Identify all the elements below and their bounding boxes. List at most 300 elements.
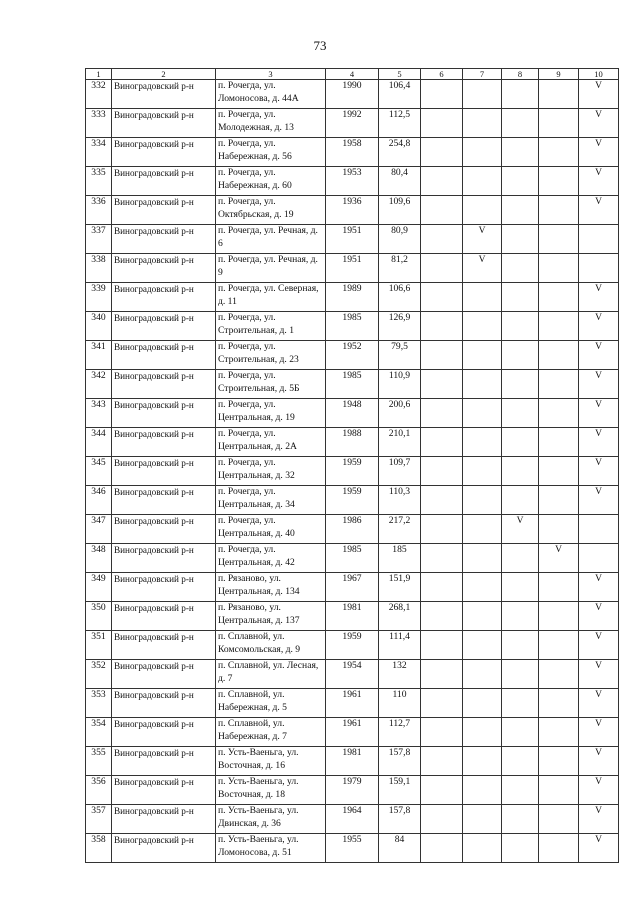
row-number: 343 xyxy=(86,399,112,428)
row-number: 335 xyxy=(86,167,112,196)
flag-col6-cell xyxy=(421,109,463,138)
address-cell: п. Рочегда, ул. Центральная, д. 40 xyxy=(216,515,326,544)
flag-col10-cell: V xyxy=(579,486,619,515)
row-number: 349 xyxy=(86,573,112,602)
flag-col9-cell xyxy=(539,573,579,602)
flag-col10-cell: V xyxy=(579,660,619,689)
table-row xyxy=(86,254,619,283)
flag-col8-cell xyxy=(502,631,539,660)
area-cell: 110,9 xyxy=(379,370,421,399)
flag-col10-cell: V xyxy=(579,138,619,167)
flag-col10-cell: V xyxy=(579,631,619,660)
row-number: 348 xyxy=(86,544,112,573)
flag-col9-cell xyxy=(539,776,579,805)
flag-col10-cell: V xyxy=(579,312,619,341)
flag-col6-cell xyxy=(421,283,463,312)
area-cell: 185 xyxy=(379,544,421,573)
flag-col9-cell xyxy=(539,225,579,254)
area-cell: 268,1 xyxy=(379,602,421,631)
flag-col8-cell xyxy=(502,747,539,776)
flag-col6-cell xyxy=(421,457,463,486)
table-row xyxy=(86,312,619,341)
flag-col6-cell xyxy=(421,341,463,370)
flag-col9-cell xyxy=(539,718,579,747)
flag-col6-cell xyxy=(421,138,463,167)
flag-col6-cell xyxy=(421,660,463,689)
column-header: 3 xyxy=(216,69,326,80)
address-cell: п. Рочегда, ул. Центральная, д. 32 xyxy=(216,457,326,486)
year-cell: 1988 xyxy=(326,428,379,457)
flag-col6-cell xyxy=(421,834,463,863)
flag-col7-cell xyxy=(463,834,502,863)
area-cell: 84 xyxy=(379,834,421,863)
address-cell: п. Сплавной, ул. Набережная, д. 7 xyxy=(216,718,326,747)
row-number: 339 xyxy=(86,283,112,312)
flag-col8-cell xyxy=(502,602,539,631)
flag-col7-cell xyxy=(463,370,502,399)
year-cell: 1955 xyxy=(326,834,379,863)
flag-col7-cell xyxy=(463,544,502,573)
table-row xyxy=(86,515,619,544)
housing-registry-table xyxy=(85,68,619,863)
row-number: 336 xyxy=(86,196,112,225)
row-number: 356 xyxy=(86,776,112,805)
district-cell: Виноградовский р-н xyxy=(112,225,216,254)
flag-col9-cell xyxy=(539,167,579,196)
table-row xyxy=(86,573,619,602)
year-cell: 1951 xyxy=(326,225,379,254)
flag-col9-cell xyxy=(539,515,579,544)
address-cell: п. Рочегда, ул. Строительная, д. 1 xyxy=(216,312,326,341)
flag-col10-cell xyxy=(579,225,619,254)
area-cell: 109,6 xyxy=(379,196,421,225)
flag-col6-cell xyxy=(421,370,463,399)
area-cell: 80,4 xyxy=(379,167,421,196)
year-cell: 1986 xyxy=(326,515,379,544)
address-cell: п. Рочегда, ул. Строительная, д. 23 xyxy=(216,341,326,370)
address-cell: п. Рочегда, ул. Центральная, д. 42 xyxy=(216,544,326,573)
district-cell: Виноградовский р-н xyxy=(112,109,216,138)
area-cell: 79,5 xyxy=(379,341,421,370)
table-row xyxy=(86,544,619,573)
column-header: 5 xyxy=(379,69,421,80)
flag-col6-cell xyxy=(421,225,463,254)
area-cell: 111,4 xyxy=(379,631,421,660)
table-row xyxy=(86,602,619,631)
district-cell: Виноградовский р-н xyxy=(112,428,216,457)
row-number: 358 xyxy=(86,834,112,863)
address-cell: п. Рязаново, ул. Центральная, д. 137 xyxy=(216,602,326,631)
flag-col7-cell xyxy=(463,631,502,660)
address-cell: п. Рочегда, ул. Набережная, д. 56 xyxy=(216,138,326,167)
flag-col9-cell xyxy=(539,370,579,399)
year-cell: 1958 xyxy=(326,138,379,167)
flag-col6-cell xyxy=(421,631,463,660)
year-cell: 1961 xyxy=(326,689,379,718)
flag-col6-cell xyxy=(421,718,463,747)
flag-col8-cell xyxy=(502,573,539,602)
address-cell: п. Рочегда, ул. Речная, д. 6 xyxy=(216,225,326,254)
flag-col6-cell xyxy=(421,254,463,283)
area-cell: 159,1 xyxy=(379,776,421,805)
table-row xyxy=(86,631,619,660)
row-number: 342 xyxy=(86,370,112,399)
column-number-row xyxy=(86,69,619,80)
row-number: 351 xyxy=(86,631,112,660)
flag-col8-cell xyxy=(502,254,539,283)
flag-col7-cell xyxy=(463,486,502,515)
table-row xyxy=(86,776,619,805)
district-cell: Виноградовский р-н xyxy=(112,80,216,109)
year-cell: 1985 xyxy=(326,370,379,399)
column-header: 8 xyxy=(502,69,539,80)
column-header: 4 xyxy=(326,69,379,80)
row-number: 334 xyxy=(86,138,112,167)
flag-col10-cell xyxy=(579,544,619,573)
flag-col7-cell xyxy=(463,805,502,834)
flag-col9-cell xyxy=(539,747,579,776)
flag-col6-cell xyxy=(421,428,463,457)
flag-col10-cell: V xyxy=(579,109,619,138)
flag-col6-cell xyxy=(421,399,463,428)
flag-col7-cell xyxy=(463,689,502,718)
table-row xyxy=(86,167,619,196)
flag-col8-cell xyxy=(502,370,539,399)
area-cell: 132 xyxy=(379,660,421,689)
district-cell: Виноградовский р-н xyxy=(112,399,216,428)
year-cell: 1967 xyxy=(326,573,379,602)
flag-col9-cell xyxy=(539,399,579,428)
flag-col8-cell xyxy=(502,776,539,805)
year-cell: 1979 xyxy=(326,776,379,805)
flag-col8-cell xyxy=(502,544,539,573)
district-cell: Виноградовский р-н xyxy=(112,486,216,515)
row-number: 338 xyxy=(86,254,112,283)
flag-col8-cell xyxy=(502,457,539,486)
flag-col7-cell xyxy=(463,573,502,602)
table-row xyxy=(86,457,619,486)
year-cell: 1954 xyxy=(326,660,379,689)
flag-col9-cell xyxy=(539,834,579,863)
flag-col7-cell xyxy=(463,341,502,370)
flag-col8-cell xyxy=(502,225,539,254)
flag-col6-cell xyxy=(421,805,463,834)
year-cell: 1959 xyxy=(326,631,379,660)
address-cell: п. Сплавной, ул. Лесная, д. 7 xyxy=(216,660,326,689)
flag-col10-cell: V xyxy=(579,747,619,776)
flag-col7-cell xyxy=(463,283,502,312)
address-cell: п. Рочегда, ул. Центральная, д. 19 xyxy=(216,399,326,428)
flag-col7-cell xyxy=(463,776,502,805)
flag-col7-cell xyxy=(463,718,502,747)
district-cell: Виноградовский р-н xyxy=(112,689,216,718)
flag-col6-cell xyxy=(421,602,463,631)
flag-col7-cell xyxy=(463,515,502,544)
flag-col7-cell xyxy=(463,747,502,776)
year-cell: 1953 xyxy=(326,167,379,196)
address-cell: п. Рочегда, ул. Речная, д. 9 xyxy=(216,254,326,283)
flag-col8-cell xyxy=(502,660,539,689)
flag-col9-cell xyxy=(539,457,579,486)
table-row xyxy=(86,805,619,834)
flag-col9-cell xyxy=(539,283,579,312)
flag-col7-cell xyxy=(463,660,502,689)
address-cell: п. Рочегда, ул. Ломоносова, д. 44А xyxy=(216,80,326,109)
flag-col7-cell xyxy=(463,312,502,341)
flag-col7-cell xyxy=(463,428,502,457)
district-cell: Виноградовский р-н xyxy=(112,660,216,689)
address-cell: п. Сплавной, ул. Набережная, д. 5 xyxy=(216,689,326,718)
flag-col8-cell xyxy=(502,805,539,834)
year-cell: 1959 xyxy=(326,486,379,515)
year-cell: 1990 xyxy=(326,80,379,109)
year-cell: 1952 xyxy=(326,341,379,370)
flag-col10-cell: V xyxy=(579,196,619,225)
row-number: 350 xyxy=(86,602,112,631)
flag-col10-cell: V xyxy=(579,602,619,631)
year-cell: 1985 xyxy=(326,312,379,341)
row-number: 346 xyxy=(86,486,112,515)
district-cell: Виноградовский р-н xyxy=(112,457,216,486)
table-row xyxy=(86,225,619,254)
flag-col6-cell xyxy=(421,544,463,573)
district-cell: Виноградовский р-н xyxy=(112,602,216,631)
district-cell: Виноградовский р-н xyxy=(112,196,216,225)
address-cell: п. Сплавной, ул. Комсомольская, д. 9 xyxy=(216,631,326,660)
year-cell: 1981 xyxy=(326,747,379,776)
flag-col10-cell: V xyxy=(579,80,619,109)
area-cell: 109,7 xyxy=(379,457,421,486)
address-cell: п. Усть-Ваеньга, ул. Восточная, д. 18 xyxy=(216,776,326,805)
flag-col7-cell xyxy=(463,109,502,138)
flag-col6-cell xyxy=(421,515,463,544)
table-row xyxy=(86,138,619,167)
flag-col8-cell xyxy=(502,312,539,341)
area-cell: 157,8 xyxy=(379,747,421,776)
column-header: 2 xyxy=(112,69,216,80)
district-cell: Виноградовский р-н xyxy=(112,167,216,196)
row-number: 337 xyxy=(86,225,112,254)
address-cell: п. Усть-Ваеньга, ул. Ломоносова, д. 51 xyxy=(216,834,326,863)
flag-col9-cell: V xyxy=(539,544,579,573)
district-cell: Виноградовский р-н xyxy=(112,254,216,283)
address-cell: п. Рочегда, ул. Строительная, д. 5Б xyxy=(216,370,326,399)
flag-col6-cell xyxy=(421,747,463,776)
area-cell: 254,8 xyxy=(379,138,421,167)
table-row xyxy=(86,689,619,718)
flag-col9-cell xyxy=(539,138,579,167)
flag-col7-cell: V xyxy=(463,254,502,283)
flag-col7-cell: V xyxy=(463,225,502,254)
flag-col8-cell xyxy=(502,689,539,718)
table-row xyxy=(86,428,619,457)
address-cell: п. Усть-Ваеньга, ул. Двинская, д. 36 xyxy=(216,805,326,834)
address-cell: п. Рочегда, ул. Молодежная, д. 13 xyxy=(216,109,326,138)
address-cell: п. Рочегда, ул. Северная, д. 11 xyxy=(216,283,326,312)
column-header: 9 xyxy=(539,69,579,80)
flag-col10-cell: V xyxy=(579,805,619,834)
flag-col9-cell xyxy=(539,805,579,834)
flag-col9-cell xyxy=(539,689,579,718)
row-number: 353 xyxy=(86,689,112,718)
flag-col9-cell xyxy=(539,80,579,109)
flag-col10-cell: V xyxy=(579,573,619,602)
table-row xyxy=(86,80,619,109)
row-number: 355 xyxy=(86,747,112,776)
row-number: 340 xyxy=(86,312,112,341)
flag-col8-cell xyxy=(502,399,539,428)
district-cell: Виноградовский р-н xyxy=(112,776,216,805)
table-row xyxy=(86,109,619,138)
area-cell: 157,8 xyxy=(379,805,421,834)
area-cell: 106,4 xyxy=(379,80,421,109)
flag-col10-cell xyxy=(579,254,619,283)
flag-col10-cell: V xyxy=(579,718,619,747)
flag-col10-cell: V xyxy=(579,457,619,486)
flag-col6-cell xyxy=(421,167,463,196)
year-cell: 1985 xyxy=(326,544,379,573)
area-cell: 112,5 xyxy=(379,109,421,138)
flag-col6-cell xyxy=(421,312,463,341)
year-cell: 1951 xyxy=(326,254,379,283)
year-cell: 1992 xyxy=(326,109,379,138)
flag-col10-cell: V xyxy=(579,834,619,863)
area-cell: 110,3 xyxy=(379,486,421,515)
flag-col7-cell xyxy=(463,167,502,196)
flag-col7-cell xyxy=(463,138,502,167)
district-cell: Виноградовский р-н xyxy=(112,515,216,544)
year-cell: 1981 xyxy=(326,602,379,631)
flag-col6-cell xyxy=(421,80,463,109)
table-row xyxy=(86,486,619,515)
flag-col10-cell: V xyxy=(579,428,619,457)
flag-col9-cell xyxy=(539,428,579,457)
flag-col9-cell xyxy=(539,254,579,283)
district-cell: Виноградовский р-н xyxy=(112,341,216,370)
flag-col7-cell xyxy=(463,602,502,631)
table-row xyxy=(86,747,619,776)
flag-col7-cell xyxy=(463,196,502,225)
district-cell: Виноградовский р-н xyxy=(112,805,216,834)
flag-col10-cell: V xyxy=(579,341,619,370)
flag-col9-cell xyxy=(539,341,579,370)
flag-col8-cell xyxy=(502,109,539,138)
flag-col10-cell xyxy=(579,515,619,544)
year-cell: 1989 xyxy=(326,283,379,312)
address-cell: п. Рочегда, ул. Набережная, д. 60 xyxy=(216,167,326,196)
area-cell: 217,2 xyxy=(379,515,421,544)
row-number: 345 xyxy=(86,457,112,486)
year-cell: 1948 xyxy=(326,399,379,428)
flag-col6-cell xyxy=(421,486,463,515)
table-row xyxy=(86,718,619,747)
district-cell: Виноградовский р-н xyxy=(112,283,216,312)
district-cell: Виноградовский р-н xyxy=(112,718,216,747)
flag-col7-cell xyxy=(463,457,502,486)
row-number: 347 xyxy=(86,515,112,544)
row-number: 332 xyxy=(86,80,112,109)
district-cell: Виноградовский р-н xyxy=(112,544,216,573)
flag-col9-cell xyxy=(539,109,579,138)
flag-col8-cell xyxy=(502,138,539,167)
address-cell: п. Рочегда, ул. Центральная, д. 2А xyxy=(216,428,326,457)
row-number: 344 xyxy=(86,428,112,457)
flag-col6-cell xyxy=(421,776,463,805)
flag-col7-cell xyxy=(463,399,502,428)
area-cell: 210,1 xyxy=(379,428,421,457)
flag-col6-cell xyxy=(421,196,463,225)
address-cell: п. Рочегда, ул. Центральная, д. 34 xyxy=(216,486,326,515)
flag-col8-cell xyxy=(502,486,539,515)
flag-col8-cell xyxy=(502,834,539,863)
district-cell: Виноградовский р-н xyxy=(112,834,216,863)
year-cell: 1959 xyxy=(326,457,379,486)
row-number: 352 xyxy=(86,660,112,689)
area-cell: 110 xyxy=(379,689,421,718)
flag-col9-cell xyxy=(539,486,579,515)
address-cell: п. Рязаново, ул. Центральная, д. 134 xyxy=(216,573,326,602)
flag-col8-cell xyxy=(502,428,539,457)
flag-col10-cell: V xyxy=(579,167,619,196)
flag-col9-cell xyxy=(539,660,579,689)
flag-col6-cell xyxy=(421,689,463,718)
flag-col10-cell: V xyxy=(579,689,619,718)
flag-col8-cell xyxy=(502,167,539,196)
flag-col10-cell: V xyxy=(579,370,619,399)
flag-col8-cell xyxy=(502,283,539,312)
address-cell: п. Усть-Ваеньга, ул. Восточная, д. 16 xyxy=(216,747,326,776)
column-header: 6 xyxy=(421,69,463,80)
district-cell: Виноградовский р-н xyxy=(112,747,216,776)
flag-col8-cell: V xyxy=(502,515,539,544)
flag-col8-cell xyxy=(502,196,539,225)
table-row xyxy=(86,283,619,312)
table-row xyxy=(86,196,619,225)
area-cell: 106,6 xyxy=(379,283,421,312)
district-cell: Виноградовский р-н xyxy=(112,312,216,341)
district-cell: Виноградовский р-н xyxy=(112,631,216,660)
year-cell: 1961 xyxy=(326,718,379,747)
address-cell: п. Рочегда, ул. Октябрьская, д. 19 xyxy=(216,196,326,225)
flag-col9-cell xyxy=(539,631,579,660)
area-cell: 112,7 xyxy=(379,718,421,747)
flag-col7-cell xyxy=(463,80,502,109)
flag-col10-cell: V xyxy=(579,399,619,428)
row-number: 341 xyxy=(86,341,112,370)
page-number: 73 xyxy=(313,38,327,53)
area-cell: 126,9 xyxy=(379,312,421,341)
flag-col8-cell xyxy=(502,80,539,109)
row-number: 357 xyxy=(86,805,112,834)
flag-col9-cell xyxy=(539,312,579,341)
flag-col9-cell xyxy=(539,602,579,631)
table-row xyxy=(86,341,619,370)
area-cell: 200,6 xyxy=(379,399,421,428)
column-header: 7 xyxy=(463,69,502,80)
column-header: 10 xyxy=(579,69,619,80)
area-cell: 80,9 xyxy=(379,225,421,254)
flag-col10-cell: V xyxy=(579,776,619,805)
district-cell: Виноградовский р-н xyxy=(112,370,216,399)
district-cell: Виноградовский р-н xyxy=(112,573,216,602)
area-cell: 151,9 xyxy=(379,573,421,602)
table-row xyxy=(86,370,619,399)
flag-col9-cell xyxy=(539,196,579,225)
table-row xyxy=(86,399,619,428)
area-cell: 81,2 xyxy=(379,254,421,283)
row-number: 333 xyxy=(86,109,112,138)
flag-col6-cell xyxy=(421,573,463,602)
